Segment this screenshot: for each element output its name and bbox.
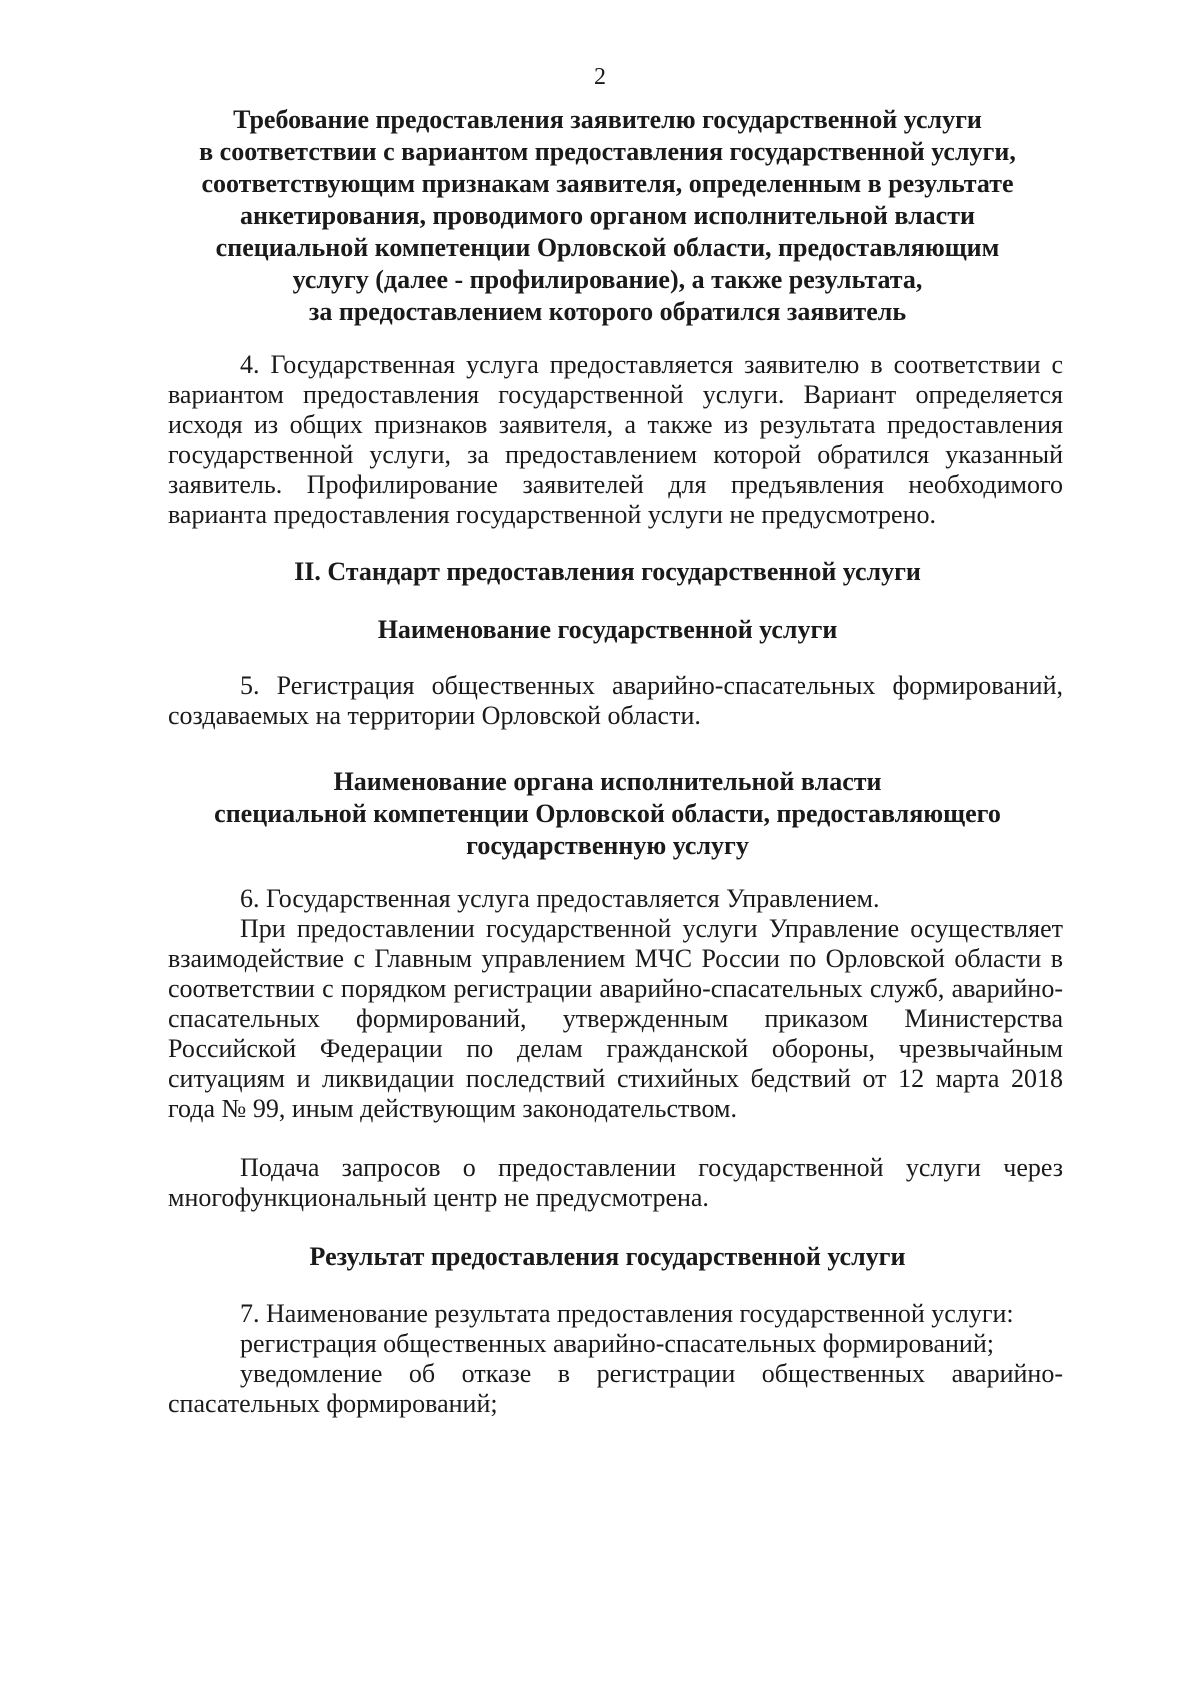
- paragraph-7-item-registration: регистрация общественных аварийно-спасательных формирований;: [240, 1329, 994, 1358]
- heading-line: услугу (далее - профилирование), а также результата,: [292, 265, 923, 294]
- heading-line: специальной компетенции Орловской области, предоставляющего: [214, 799, 1001, 828]
- paragraph-6-body: При предоставлении государственной услуги Управление осуществляет взаимодействие с Главным управлением МЧС России по Орловской области в соответствии с порядком регистрации аварийно-спасательных служб, аварийно-спасательных формирований, утвержденным приказом Министерства Российской Федерации по делам гражданской обороны, чрезвычайным ситуациям и ликвидации последствий стихийных бедствий от 12 марта 2018 года № 99, иным действующим законодательством.: [168, 914, 1063, 1123]
- paragraph-4: 4. Государственная услуга предоставляется заявителю в соответствии с вариантом предоставления государственной услуги. Вариант определяется исходя из общих признаков заявителя, а также из результата предоставления государственной услуги, за предоставлением которой обратился указанный заявитель. Профилирование заявителей для предъявления необходимого варианта предоставления государственной услуги не предусмотрено.: [168, 350, 1063, 529]
- paragraph-5: 5. Регистрация общественных аварийно-спасательных формирований, создаваемых на территории Орловской области.: [168, 671, 1063, 730]
- paragraph-7-intro: 7. Наименование результата предоставления государственной услуги:: [240, 1299, 1014, 1328]
- heading-line: Наименование органа исполнительной власти: [333, 767, 882, 796]
- page-number: 2: [594, 64, 606, 90]
- heading-line: за предоставлением которого обратился заявитель: [308, 297, 907, 326]
- section-2-title: II. Стандарт предоставления государственной услуги: [294, 557, 921, 586]
- heading-line: соответствующим признакам заявителя, определенным в результате: [201, 169, 1014, 198]
- heading-line: Требование предоставления заявителю государственной услуги: [233, 105, 982, 134]
- heading-service-name: Наименование государственной услуги: [377, 615, 838, 644]
- paragraph-7-item-refusal: уведомление об отказе в регистрации общественных аварийно-спасательных формирований;: [168, 1359, 1063, 1418]
- paragraph-6-intro: 6. Государственная услуга предоставляется Управлением.: [240, 884, 880, 913]
- paragraph-6-mfc: Подача запросов о предоставлении государственной услуги через многофункциональный центр не предусмотрена.: [168, 1153, 1063, 1212]
- heading-profiling: [150, 104, 1065, 328]
- heading-line: анкетирования, проводимого органом исполнительной власти: [240, 201, 975, 230]
- heading-line: в соответствии с вариантом предоставления государственной услуги,: [199, 137, 1016, 166]
- heading-line: государственную услугу: [466, 831, 749, 860]
- heading-line: специальной компетенции Орловской области, предоставляющим: [215, 233, 1000, 262]
- heading-authority: [150, 766, 1065, 862]
- heading-result: Результат предоставления государственной услуги: [309, 1242, 906, 1271]
